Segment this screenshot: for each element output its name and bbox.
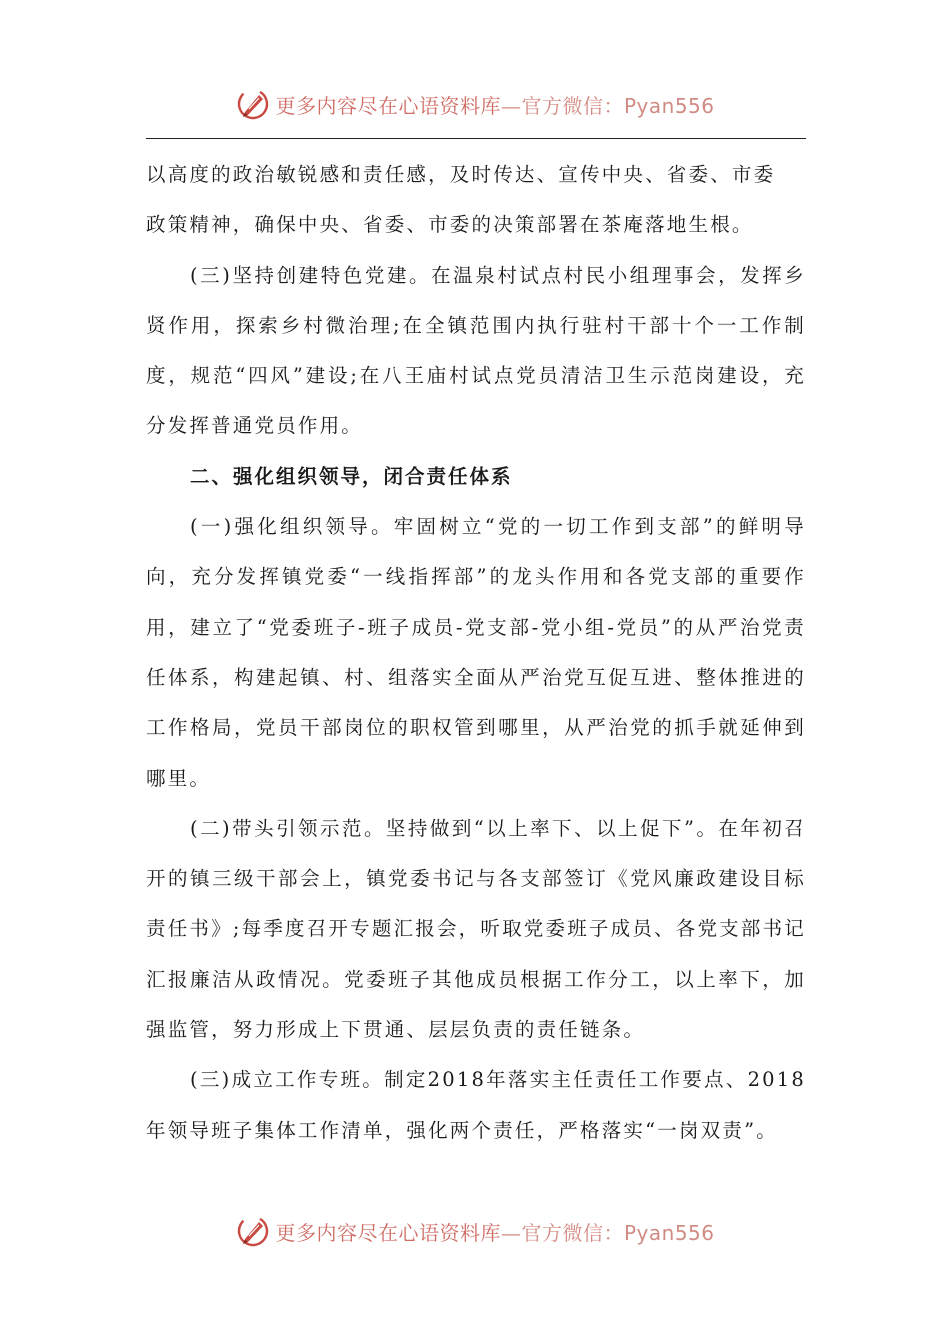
- continued-line-2: 政策精神，确保中央、省委、市委的决策部署在茶庵落地生根。: [146, 213, 754, 237]
- footer-watermark: [0, 1209, 950, 1253]
- watermark-wechat-id: Pyan556: [623, 1220, 715, 1245]
- document-body: [146, 150, 806, 1156]
- section-heading-2: 二、强化组织领导，闭合责任体系: [190, 464, 513, 488]
- paragraph-lead-by-example: (二)带头引领示范。坚持做到“以上率下、以上促下”。在年初召开的镇三级干部会上，镇党委书记与各支部签订《党风廉政建设目标责任书》;每季度召开专题汇报会，听取党委班子成员、各党支部书记汇报廉洁从政情况。党委班子其他成员根据工作分工，以上率下，加强监管，努力形成上下贯通、层层负责的责任链条。: [146, 816, 806, 1042]
- watermark-wechat-label: 官方微信：: [521, 1220, 624, 1245]
- watermark-wechat-id: Pyan556: [623, 93, 715, 118]
- watermark-brand: 更多内容尽在心语资料库: [275, 93, 501, 118]
- pen-nib-circle-icon: [235, 1213, 271, 1249]
- watermark-separator: —: [500, 93, 522, 118]
- continued-line-1: 以高度的政治敏锐感和责任感，及时传达、宣传中央、省委、市委: [146, 163, 776, 186]
- watermark-text: [275, 1217, 714, 1246]
- pen-nib-circle-icon: [235, 86, 271, 122]
- watermark-text: [275, 90, 714, 119]
- paragraph-strengthen-leadership: (一)强化组织领导。牢固树立“党的一切工作到支部”的鲜明导向，充分发挥镇党委“一线指挥部”的龙头作用和各党支部的重要作用，建立了“党委班子-班子成员-党支部-党小组-党员”的从严治党责任体系，构建起镇、村、组落实全面从严治党互促互进、整体推进的工作格局，党员干部岗位的职权管到哪里，从严治党的抓手就延伸到哪里。: [146, 515, 806, 790]
- watermark-separator: —: [500, 1220, 522, 1245]
- header-watermark: [0, 82, 950, 126]
- paragraph-special-party-building: (三)坚持创建特色党建。在温泉村试点村民小组理事会，发挥乡贤作用，探索乡村微治理;在全镇范围内执行驻村干部十个一工作制度，规范“四风”建设;在八王庙村试点党员清洁卫生示范岗建设，充分发挥普通党员作用。: [146, 263, 806, 438]
- watermark-wechat-label: 官方微信：: [521, 93, 624, 118]
- watermark-brand: 更多内容尽在心语资料库: [275, 1220, 501, 1245]
- paragraph-work-team: (三)成立工作专班。制定2018年落实主任责任工作要点、2018年领导班子集体工作清单，强化两个责任，严格落实“一岗双责”。: [146, 1068, 806, 1142]
- header-divider: [146, 138, 806, 139]
